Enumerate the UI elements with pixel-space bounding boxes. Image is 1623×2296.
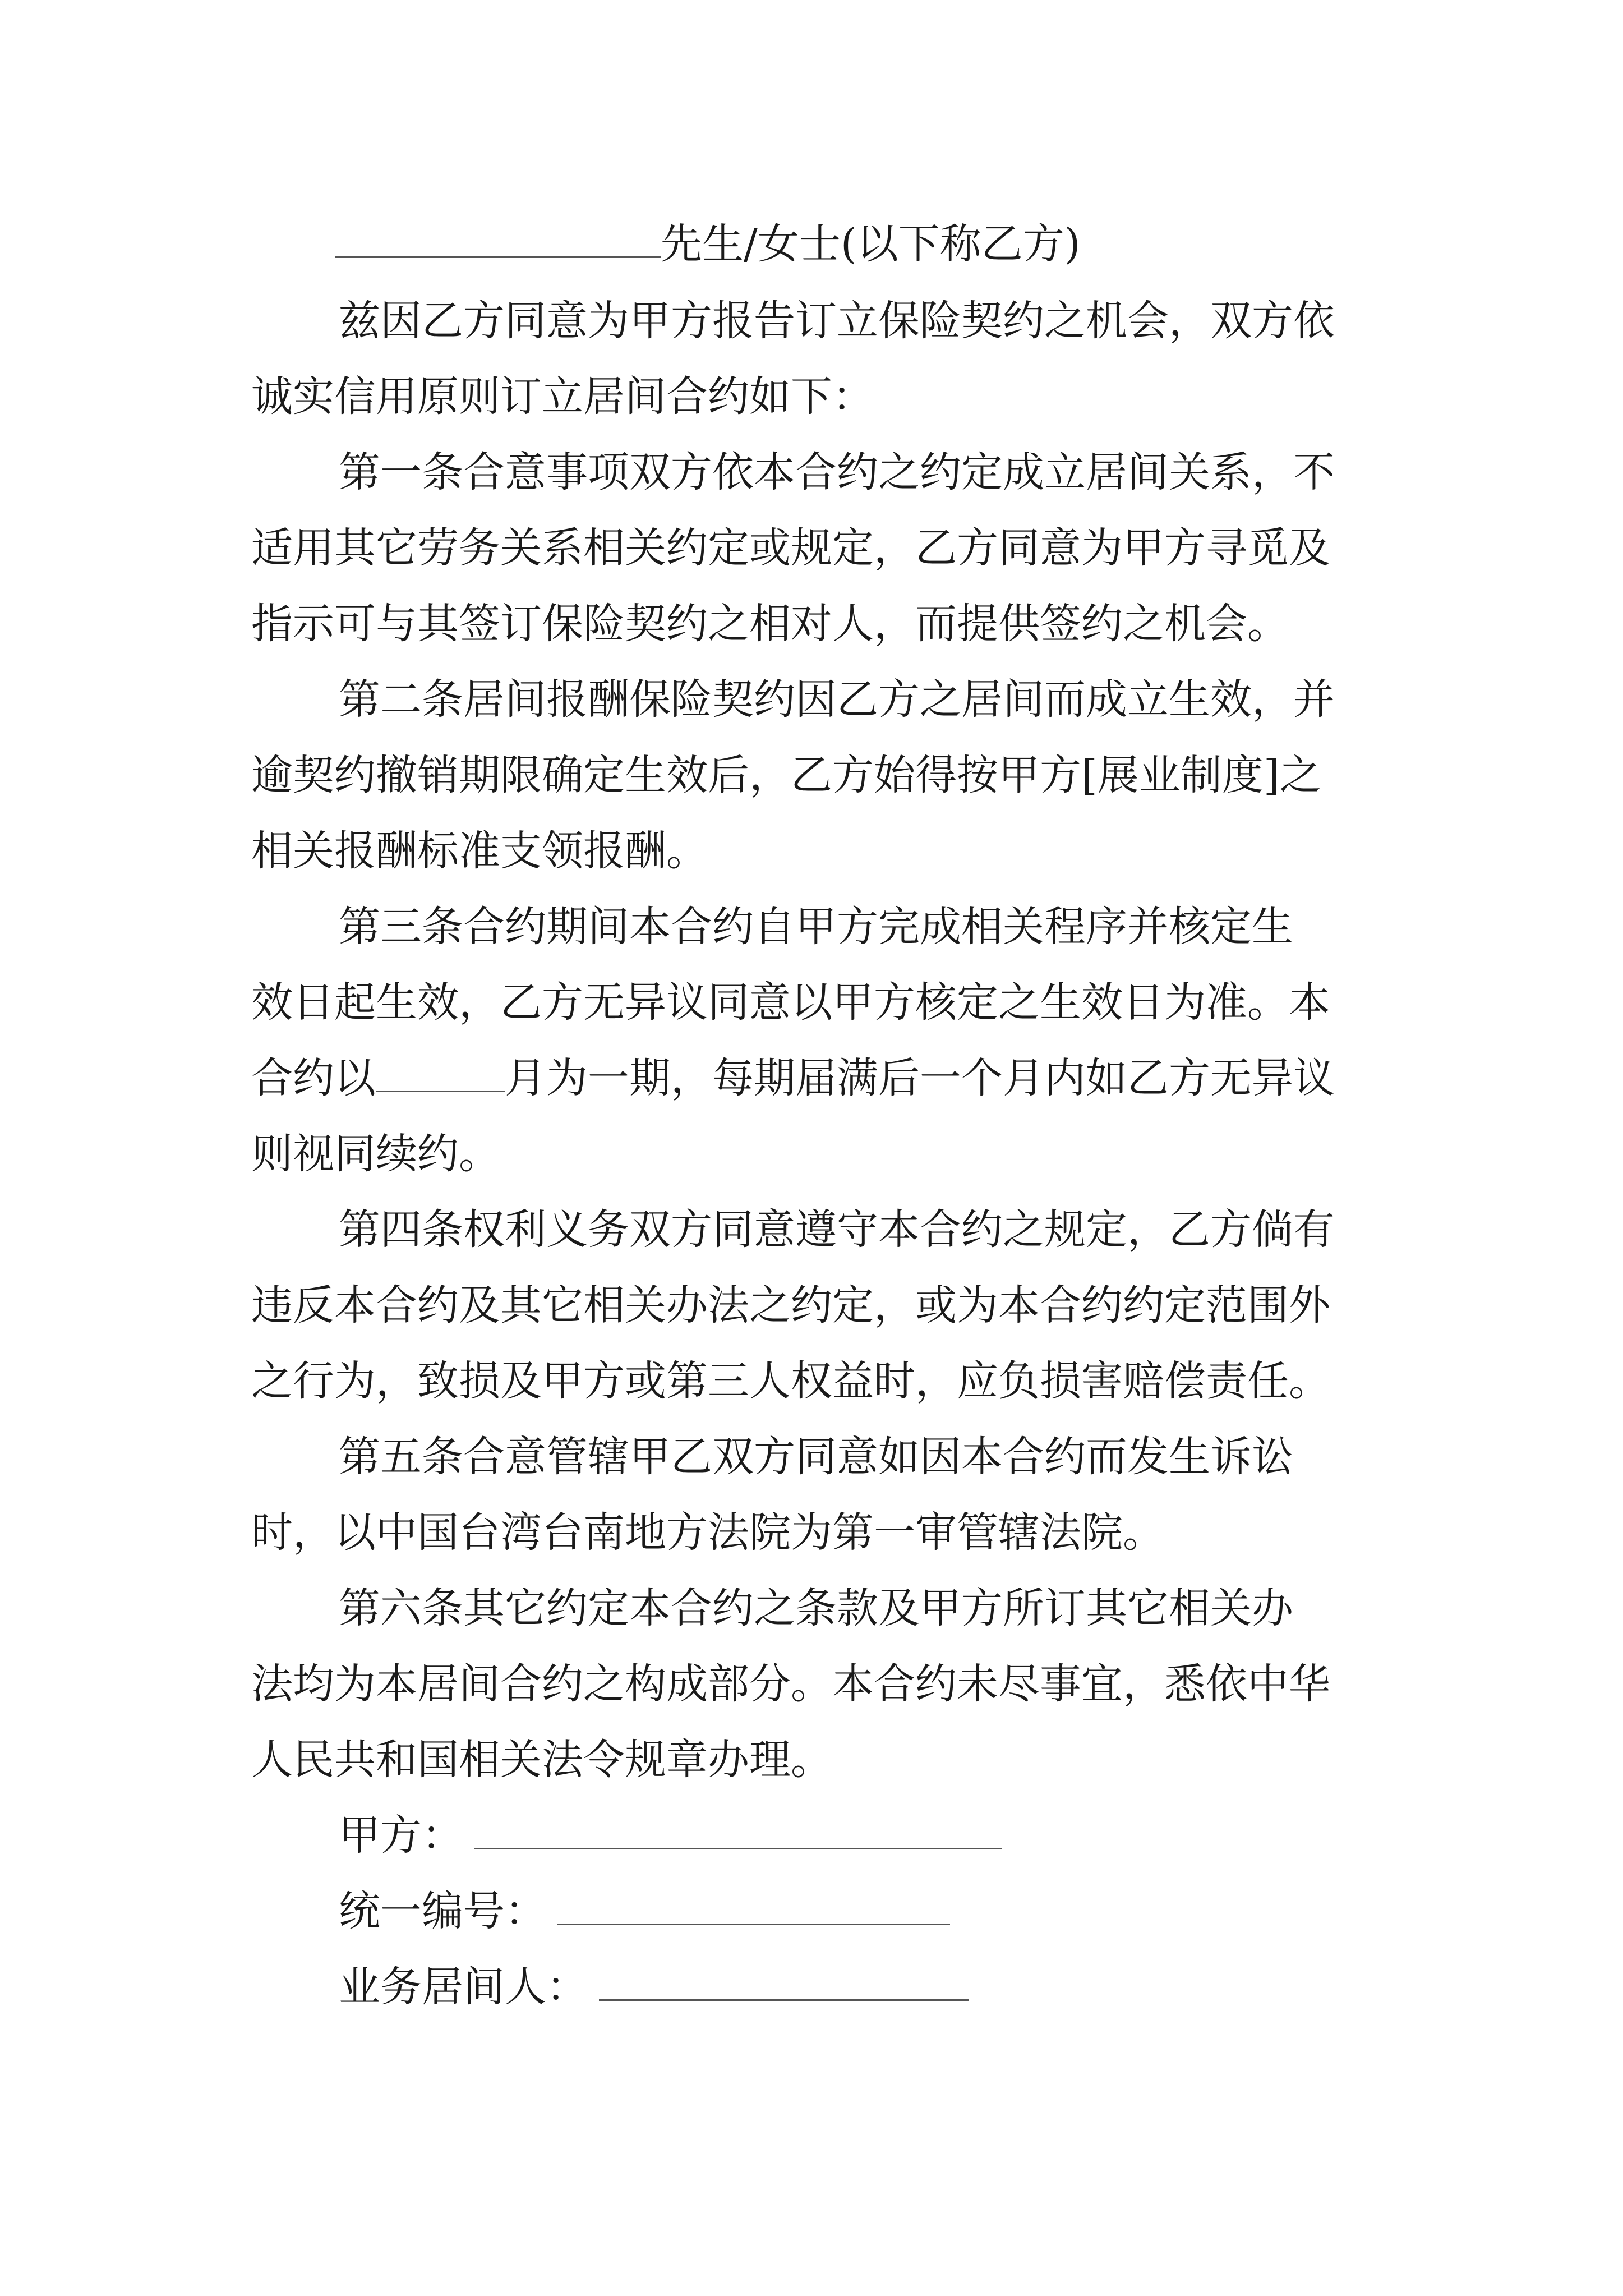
intro-line-2: 诚实信用原则订立居间合约如下：	[251, 372, 874, 421]
article3-line-3	[251, 1050, 1335, 1106]
article4-line-2: 违反本合约及其它相关办法之约定，或为本合约约定范围外	[251, 1281, 1330, 1329]
article5-line-2: 时，以中国台湾台南地方法院为第一审管辖法院。	[251, 1508, 1164, 1557]
article3-line-3-before: 合约以	[251, 1054, 376, 1102]
article1-line-3: 指示可与其签订保险契约之相对人，而提供签约之机会。	[251, 600, 1289, 648]
unified-number-blank[interactable]	[557, 1884, 950, 1925]
article4-line-3: 之行为，致损及甲方或第三人权益时，应负损害赔偿责任。	[251, 1357, 1330, 1405]
party-a-blank[interactable]	[474, 1809, 1002, 1849]
article6-line-1: 第六条其它约定本合约之条款及甲方所订其它相关办	[339, 1584, 1293, 1632]
article6-line-2: 法均为本居间合约之构成部分。本合约未尽事宜，悉依中华	[251, 1660, 1330, 1708]
article1-line-1: 第一条合意事项双方依本合约之约定成立居间关系，不	[339, 448, 1335, 496]
article5-line-1: 第五条合意管辖甲乙双方同意如因本合约而发生诉讼	[339, 1433, 1293, 1481]
intermediary-label: 业务居间人：	[339, 1963, 588, 2011]
article2-line-1: 第二条居间报酬保险契约因乙方之居间而成立生效，并	[339, 675, 1335, 724]
intermediary-signature-line	[339, 1959, 969, 2015]
unified-number-line	[339, 1883, 950, 1939]
article1-line-2: 适用其它劳务关系相关约定或规定，乙方同意为甲方寻觅及	[251, 524, 1330, 572]
party-b-suffix: 先生/女士(以下称乙方)	[661, 220, 1081, 268]
party-b-name-blank[interactable]	[335, 217, 661, 258]
party-a-signature-line	[339, 1807, 1002, 1864]
intermediary-blank[interactable]	[599, 1960, 969, 2001]
article3-line-2: 效日起生效，乙方无异议同意以甲方核定之生效日为准。本	[251, 978, 1330, 1027]
article3-line-1: 第三条合约期间本合约自甲方完成相关程序并核定生	[339, 903, 1293, 951]
unified-number-label: 统一编号：	[339, 1887, 546, 1935]
intro-line-1: 兹因乙方同意为甲方报告订立保险契约之机会，双方依	[339, 297, 1335, 345]
article4-line-1: 第四条权利义务双方同意遵守本合约之规定，乙方倘有	[339, 1205, 1335, 1254]
contract-period-blank[interactable]	[376, 1051, 505, 1092]
party-b-line	[335, 216, 1081, 272]
article3-line-4: 则视同续约。	[251, 1130, 500, 1178]
party-a-label: 甲方：	[339, 1811, 463, 1860]
article2-line-3: 相关报酬标准支领报酬。	[251, 827, 708, 875]
article3-line-3-after: 月为一期，每期届满后一个月内如乙方无异议	[505, 1054, 1335, 1102]
article2-line-2: 逾契约撤销期限确定生效后，乙方始得按甲方[展业制度]之	[251, 751, 1321, 799]
article6-line-3: 人民共和国相关法令规章办理。	[251, 1736, 832, 1784]
